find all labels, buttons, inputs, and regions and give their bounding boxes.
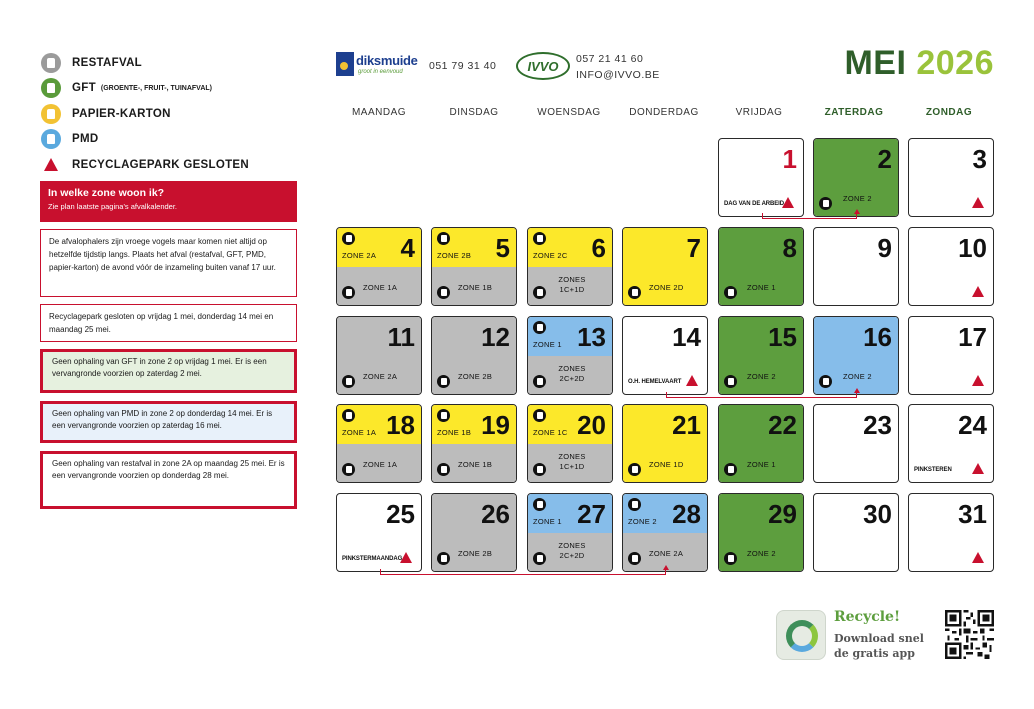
zone-label-line: ZONES xyxy=(558,452,586,461)
zone-label-line: 1C+1D xyxy=(559,285,585,294)
ivvo-email[interactable]: INFO@IVVO.BE xyxy=(576,69,660,81)
day-number: 31 xyxy=(958,499,987,529)
zone-info-box xyxy=(40,181,297,222)
day-number: 6 xyxy=(591,233,606,263)
zone-label: ZONE 1B xyxy=(458,283,493,292)
legend-gft xyxy=(40,76,300,102)
day-number: 14 xyxy=(672,322,701,352)
weekday-saturday: ZATERDAG xyxy=(824,107,884,118)
gft-bin-icon xyxy=(724,463,737,476)
page-title xyxy=(844,44,994,83)
note-restafval xyxy=(40,451,297,509)
zone-label-line: 2C+2D xyxy=(559,551,585,560)
warning-triangle-icon xyxy=(400,552,412,563)
day-cell-9[interactable] xyxy=(813,227,899,306)
note-gft xyxy=(40,349,297,393)
day-number: 10 xyxy=(958,233,987,263)
day-number: 24 xyxy=(958,410,987,440)
warning-triangle-icon xyxy=(972,552,984,563)
app-subtitle-line: de gratis app xyxy=(834,647,915,660)
day-cell-7[interactable] xyxy=(622,227,708,306)
note-text: Geen ophaling van PMD in zone 2 op donderdag 14 mei. Er is een vervangronde voorzien op zaterdag 16 mei. xyxy=(43,404,294,440)
restafval-bin-icon xyxy=(533,463,546,476)
restafval-bin-icon xyxy=(437,552,450,565)
warning-triangle-icon xyxy=(44,158,58,171)
papier-bin-icon xyxy=(628,463,641,476)
day-number: 1 xyxy=(782,144,797,174)
restafval-bin-icon xyxy=(342,375,355,388)
recyclage-text-box: Recyclagepark gesloten op vrijdag 1 mei, donderdag 14 mei en maandag 25 mei. xyxy=(40,304,297,342)
year-title: 2026 xyxy=(916,44,994,82)
legend-label: GFT xyxy=(72,82,96,95)
restafval-bin-icon xyxy=(437,375,450,388)
papier-bin-icon xyxy=(628,286,641,299)
ivvo-phone: 057 21 41 60 xyxy=(576,53,644,65)
restafval-bin-icon xyxy=(533,286,546,299)
diksmuide-logo-mark xyxy=(336,52,354,76)
zone-label: ZONE 1A xyxy=(363,283,398,292)
zone-label: ZONE 2 xyxy=(628,517,657,526)
diksmuide-logo xyxy=(336,52,422,80)
day-number: 19 xyxy=(481,410,510,440)
pmd-bin-icon xyxy=(41,129,61,149)
day-cell-6[interactable] xyxy=(527,227,613,306)
papier-bin-icon xyxy=(437,232,450,245)
day-number: 5 xyxy=(495,233,510,263)
legend xyxy=(40,50,300,178)
diksmuide-logo-tag: groot in eenvoud xyxy=(358,69,403,75)
day-cell-20[interactable] xyxy=(527,404,613,483)
zone-label-line: 1C+1D xyxy=(559,462,585,471)
holiday-label: O.H. HEMELVAART xyxy=(628,379,682,385)
zone-label: ZONE 2A xyxy=(342,251,377,260)
day-cell-4[interactable] xyxy=(336,227,422,306)
restafval-bin-icon xyxy=(437,463,450,476)
day-cell-23[interactable] xyxy=(813,404,899,483)
day-number: 9 xyxy=(877,233,892,263)
day-cell-17[interactable] xyxy=(908,316,994,395)
day-number: 26 xyxy=(481,499,510,529)
day-number: 16 xyxy=(863,322,892,352)
zone-label: ZONE 2C xyxy=(533,251,568,260)
recycle-arrows-icon xyxy=(786,620,818,652)
day-cell-26[interactable] xyxy=(431,493,517,572)
replacement-connector xyxy=(666,392,857,398)
pmd-bin-icon xyxy=(628,498,641,511)
weekday-tuesday: DINSDAG xyxy=(449,107,499,118)
day-number: 20 xyxy=(577,410,606,440)
legend-label: RECYCLAGEPARK GESLOTEN xyxy=(72,158,249,171)
replacement-connector xyxy=(762,213,857,219)
restafval-bin-icon xyxy=(628,552,641,565)
pmd-bin-icon xyxy=(533,498,546,511)
zone-label-line: ZONES xyxy=(558,275,586,284)
note-text: Geen ophaling van restafval in zone 2A op maandag 25 mei. Er is een vervangronde voorzien op donderdag 28 mei. xyxy=(43,454,294,506)
day-number: 27 xyxy=(577,499,606,529)
zone-label xyxy=(552,275,592,295)
day-cell-5[interactable] xyxy=(431,227,517,306)
day-cell-21[interactable] xyxy=(622,404,708,483)
gft-bin-icon xyxy=(819,197,832,210)
gft-bin-icon xyxy=(724,286,737,299)
holiday-label: PINKSTERMAANDAG xyxy=(342,556,403,562)
holiday-label: DAG VAN DE ARBEID xyxy=(724,201,784,207)
day-cell-29[interactable] xyxy=(718,493,804,572)
legend-label: PMD xyxy=(72,133,99,146)
weekday-wednesday: WOENSDAG xyxy=(537,107,601,118)
day-number: 4 xyxy=(400,233,415,263)
zone-label: ZONE 2 xyxy=(843,194,872,203)
gft-bin-icon xyxy=(41,78,61,98)
zone-label: ZONE 2 xyxy=(843,372,872,381)
legend-restafval xyxy=(40,50,300,76)
day-number: 21 xyxy=(672,410,701,440)
diksmuide-phone: 051 79 31 40 xyxy=(429,60,497,72)
zone-label: ZONE 1 xyxy=(747,283,776,292)
warning-triangle-icon xyxy=(782,197,794,208)
pmd-bin-icon xyxy=(819,375,832,388)
zone-label: ZONE 1 xyxy=(533,340,562,349)
holiday-label: PINKSTEREN xyxy=(914,467,952,473)
zone-label: ZONE 2 xyxy=(747,372,776,381)
day-cell-27[interactable] xyxy=(527,493,613,572)
day-number: 22 xyxy=(768,410,797,440)
day-number: 15 xyxy=(768,322,797,352)
day-cell-3[interactable] xyxy=(908,138,994,217)
zone-label: ZONE 1B xyxy=(458,460,493,469)
restafval-bin-icon xyxy=(41,53,61,73)
restafval-bin-icon xyxy=(342,463,355,476)
pmd-bin-icon xyxy=(533,321,546,334)
day-cell-30[interactable] xyxy=(813,493,899,572)
warning-triangle-icon xyxy=(972,463,984,474)
zone-label-line: ZONES xyxy=(558,364,586,373)
papier-bin-icon xyxy=(437,409,450,422)
zone-label-line: ZONES xyxy=(558,541,586,550)
zone-label: ZONE 2A xyxy=(363,372,398,381)
replacement-connector xyxy=(380,569,666,575)
legend-recyclage xyxy=(40,152,300,178)
day-cell-8[interactable] xyxy=(718,227,804,306)
papier-bin-icon xyxy=(342,409,355,422)
day-cell-14[interactable] xyxy=(622,316,708,395)
zone-label: ZONE 2 xyxy=(747,549,776,558)
day-cell-11[interactable] xyxy=(336,316,422,395)
ivvo-contact xyxy=(576,51,660,83)
day-cell-1[interactable] xyxy=(718,138,804,217)
zone-label: ZONE 2D xyxy=(649,283,684,292)
zone-label: ZONE 1A xyxy=(342,428,377,437)
legend-sublabel: (GROENTE-, FRUIT-, TUINAFVAL) xyxy=(100,84,212,92)
zone-label: ZONE 1D xyxy=(649,460,684,469)
zone-label: ZONE 2A xyxy=(649,549,684,558)
day-cell-12[interactable] xyxy=(431,316,517,395)
zone-label: ZONE 2B xyxy=(458,372,493,381)
day-cell-31[interactable] xyxy=(908,493,994,572)
zone-label: ZONE 2B xyxy=(458,549,493,558)
day-cell-2[interactable] xyxy=(813,138,899,217)
day-number: 23 xyxy=(863,410,892,440)
info-text-box: De afvalophalers zijn vroege vogels maar komen niet altijd op hetzelfde tijdstip langs. Plaats het afval (restafval, GFT, PMD, papier-karton) de avond vóór de inzameling buiten vanaf 17 uur. xyxy=(40,229,297,297)
warning-triangle-icon xyxy=(686,375,698,386)
day-cell-18[interactable] xyxy=(336,404,422,483)
note-text: Geen ophaling van GFT in zone 2 op vrijdag 1 mei. Er is een vervangronde voorzien op zaterdag 2 mei. xyxy=(43,352,294,390)
zone-label: ZONE 1A xyxy=(363,460,398,469)
weekday-thursday: DONDERDAG xyxy=(629,107,699,118)
app-subtitle-line: Download snel xyxy=(834,632,924,645)
day-cell-10[interactable] xyxy=(908,227,994,306)
day-cell-16[interactable] xyxy=(813,316,899,395)
day-number: 29 xyxy=(768,499,797,529)
warning-triangle-icon xyxy=(972,197,984,208)
note-pmd xyxy=(40,401,297,443)
restafval-bin-icon xyxy=(437,286,450,299)
zone-label: ZONE 1C xyxy=(533,428,568,437)
ivvo-logo: IVVO xyxy=(516,52,570,80)
recycle-app-icon[interactable] xyxy=(776,610,826,660)
restafval-bin-icon xyxy=(533,552,546,565)
zone-label xyxy=(552,364,592,384)
weekday-friday: VRIJDAG xyxy=(735,107,783,118)
day-cell-19[interactable] xyxy=(431,404,517,483)
zone-label xyxy=(552,452,592,472)
day-cell-13[interactable] xyxy=(527,316,613,395)
zone-label xyxy=(552,541,592,561)
day-number: 17 xyxy=(958,322,987,352)
day-number: 7 xyxy=(686,233,701,263)
app-subtitle xyxy=(834,631,924,661)
day-cell-24[interactable] xyxy=(908,404,994,483)
day-cell-28[interactable] xyxy=(622,493,708,572)
papier-bin-icon xyxy=(342,232,355,245)
weekday-sunday: ZONDAG xyxy=(925,107,973,118)
day-number: 25 xyxy=(386,499,415,529)
weekday-header xyxy=(332,107,998,123)
day-number: 30 xyxy=(863,499,892,529)
legend-pmd xyxy=(40,127,300,153)
restafval-bin-icon xyxy=(533,375,546,388)
day-number: 8 xyxy=(782,233,797,263)
qr-code-icon[interactable] xyxy=(945,610,994,659)
zone-label: ZONE 1 xyxy=(747,460,776,469)
legend-label: PAPIER-KARTON xyxy=(72,107,171,120)
gft-bin-icon xyxy=(724,375,737,388)
legend-papier xyxy=(40,101,300,127)
warning-triangle-icon xyxy=(972,286,984,297)
diksmuide-logo-name: diksmuide xyxy=(356,53,418,68)
app-title: Recycle! xyxy=(834,609,901,625)
day-number: 12 xyxy=(481,322,510,352)
weekday-monday: MAANDAG xyxy=(351,107,407,118)
day-number: 18 xyxy=(386,410,415,440)
zone-info-subtitle: Zie plan laatste pagina's afvalkalender. xyxy=(48,202,178,211)
papier-bin-icon xyxy=(533,409,546,422)
restafval-bin-icon xyxy=(342,286,355,299)
zone-info-title: In welke zone woon ik? xyxy=(48,187,165,199)
day-number: 13 xyxy=(577,322,606,352)
warning-triangle-icon xyxy=(972,375,984,386)
day-cell-25[interactable] xyxy=(336,493,422,572)
day-cell-22[interactable] xyxy=(718,404,804,483)
gft-bin-icon xyxy=(724,552,737,565)
papier-bin-icon xyxy=(41,104,61,124)
zone-label: ZONE 2B xyxy=(437,251,472,260)
zone-label: ZONE 1B xyxy=(437,428,472,437)
month-title: MEI xyxy=(844,44,907,82)
zone-label: ZONE 1 xyxy=(533,517,562,526)
day-number: 11 xyxy=(387,322,415,352)
day-cell-15[interactable] xyxy=(718,316,804,395)
day-number: 28 xyxy=(672,499,701,529)
zone-label-line: 2C+2D xyxy=(559,374,585,383)
papier-bin-icon xyxy=(533,232,546,245)
day-number: 2 xyxy=(877,144,892,174)
day-number: 3 xyxy=(972,144,987,174)
legend-label: RESTAFVAL xyxy=(72,56,142,69)
